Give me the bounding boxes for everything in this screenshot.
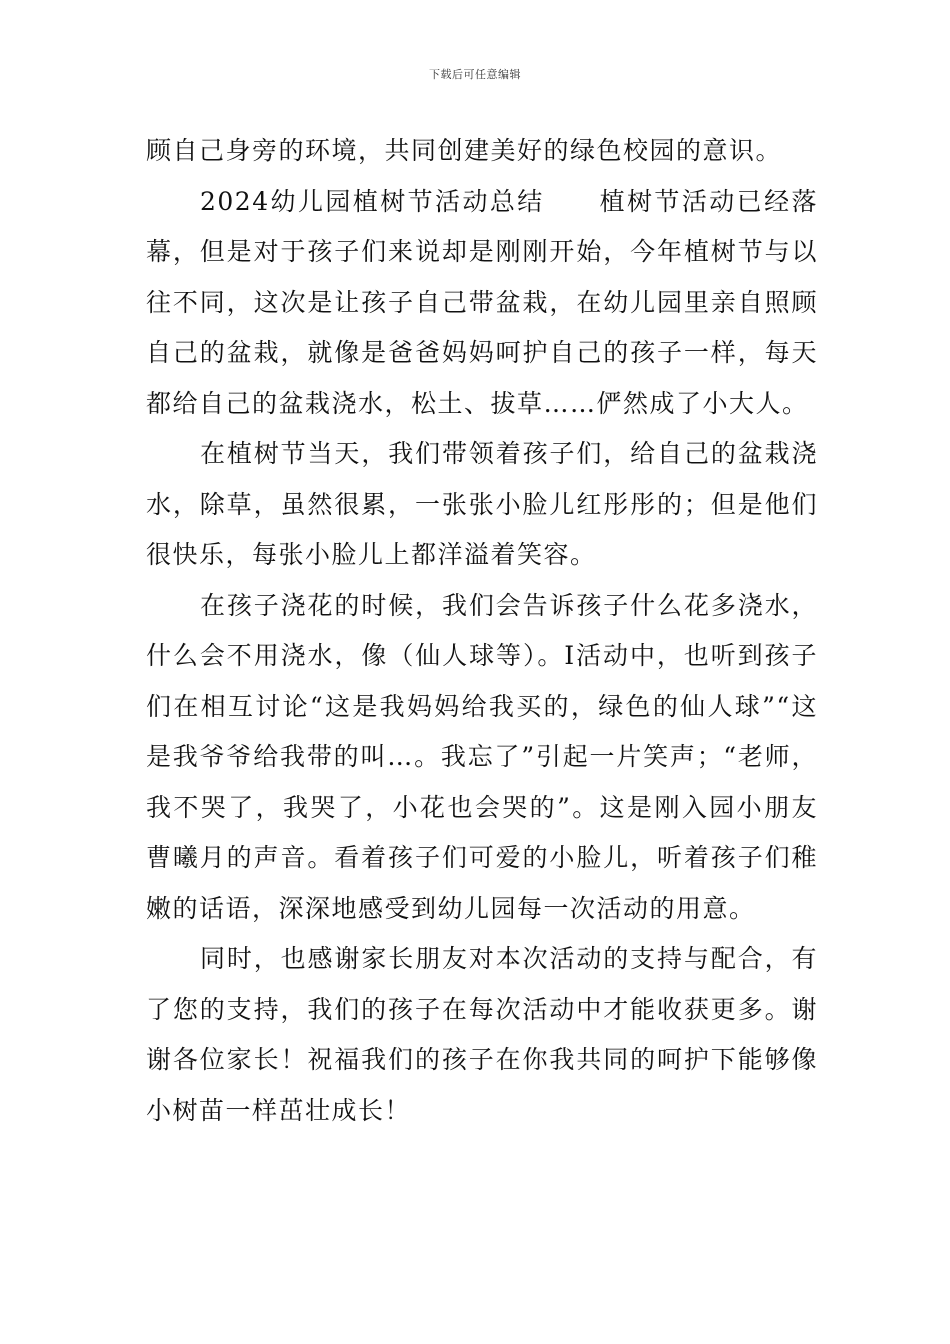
paragraph-continuation: 顾自己身旁的环境，共同创建美好的绿色校园的意识。: [146, 136, 783, 165]
paragraph-arbor-day: 在植树节当天，我们带领着孩子们，给自己的盆栽浇水，除草，虽然很累，一张张小脸儿红彤彤的；但是他们很快乐，每张小脸儿上都洋溢着笑容。: [146, 439, 818, 569]
page-header-note: 下载后可任意编辑: [429, 68, 521, 81]
paragraph-thanks: 同时，也感谢家长朋友对本次活动的支持与配合，有了您的支持，我们的孩子在每次活动中才能收获更多。谢谢各位家长！祝福我们的孩子在你我共同的呵护下能够像小树苗一样茁壮成长！: [146, 944, 818, 1125]
document-body: [146, 126, 818, 1136]
paragraph-watering: 在孩子浇花的时候，我们会告诉孩子什么花多浇水，什么会不用浇水，像（仙人球等）。I活动中，也听到孩子们在相互讨论“这是我妈妈给我买的，绿色的仙人球”“这是我爷爷给我带的叫…。我忘了”引起一片笑声；“老师，我不哭了，我哭了，小花也会哭的”。这是刚入园小朋友曹曦月的声音。看着孩子们可爱的小脸儿，听着孩子们稚嫩的话语，深深地感受到幼儿园每一次活动的用意。: [146, 590, 818, 923]
paragraph-summary-intro: 2024幼儿园植树节活动总结 植树节活动已经落幕，但是对于孩子们来说却是刚刚开始，今年植树节与以往不同，这次是让孩子自己带盆栽，在幼儿园里亲自照顾自己的盆栽，就像是爸爸妈妈呵护自己的孩子一样，每天都给自己的盆栽浇水，松土、拔草……俨然成了小大人。: [146, 186, 818, 418]
